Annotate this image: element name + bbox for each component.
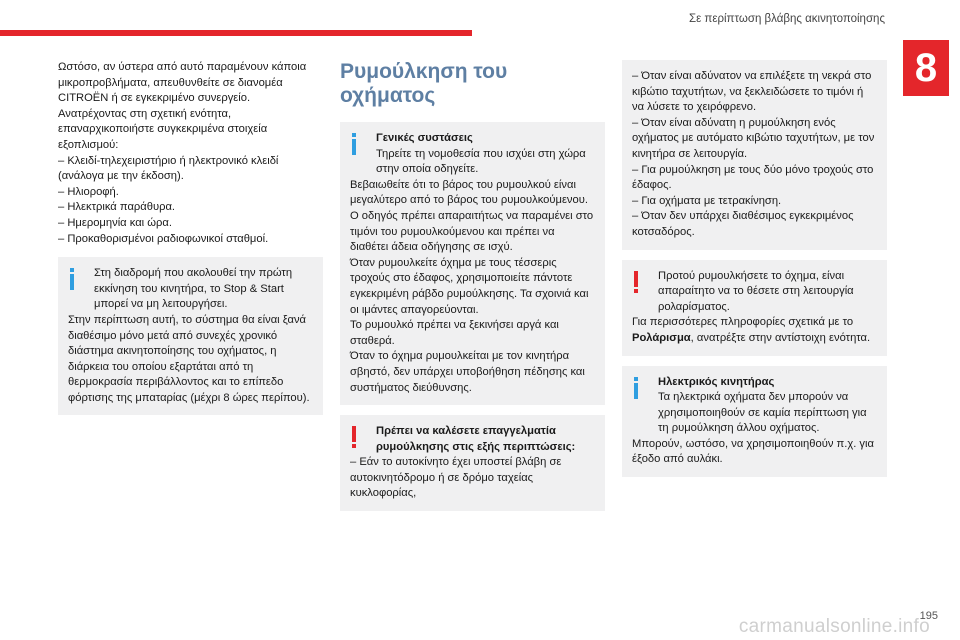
box-title: Πρέπει να καλέσετε επαγγελματία ρυμούλκησης στις εξής περιπτώσεις: bbox=[376, 425, 576, 453]
warning-box-professional bbox=[340, 415, 605, 511]
box-text: Όταν το όχημα ρυμουλκείται με τον κινητήρα σβηστό, δεν υπάρχει υποβοήθηση πέδησης και συστήματος διεύθυνσης. bbox=[350, 350, 585, 394]
paragraph: Ανατρέχοντας στη σχετική ενότητα, επαναρχικοποιήστε συγκεκριμένα στοιχεία εξοπλισμού: bbox=[58, 107, 268, 151]
warning-box-rolling bbox=[622, 260, 887, 356]
list-item: – Όταν δεν υπάρχει διαθέσιμος εγκεκριμένος κοτσαδόρος. bbox=[632, 210, 854, 238]
column-3 bbox=[622, 60, 887, 477]
list-item: – Όταν είναι αδύνατον να επιλέξετε τη νεκρά στο κιβώτιο ταχυτήτων, να ξεκλειδώσετε το τιμόνι ή να λύσετε το χειρόφρενο. bbox=[632, 70, 872, 114]
box-text: Όταν ρυμουλκείτε όχημα με τους τέσσερις τροχούς στο έδαφος, χρησιμοποιείτε πάντοτε εγκεκριμένη ράβδο ρυμούλκησης. Τα σχοινιά και οι ιμάντες απαγορεύονται. bbox=[350, 256, 589, 316]
warning-icon bbox=[349, 426, 359, 448]
list-item: – Ημερομηνία και ώρα. bbox=[58, 216, 172, 229]
info-text: Στην περίπτωση αυτή, το σύστημα θα είναι ξανά διαθέσιμο μόνο μετά από συνεχές χρονικό διάστημα ακινητοποίησης του οχήματος, η διάρκεια του οποίου εξαρτάται από τη θερμοκρασία περιβάλλοντος και το επίπεδο φόρτισης της μπαταρίας (μέχρι 8 ώρες περίπου). bbox=[68, 313, 310, 404]
box-text: Το ρυμουλκό πρέπει να ξεκινήσει αργά και σταθερά. bbox=[350, 319, 559, 347]
box-text: Ο οδηγός πρέπει απαραιτήτως να παραμένει στο τιμόνι του ρυμουλκούμενου και πρέπει να διαθέτει άδεια οδήγησης σε ισχύ. bbox=[350, 209, 594, 254]
column-1 bbox=[58, 60, 323, 415]
info-icon bbox=[67, 268, 77, 290]
info-text: Στη διαδρομή που ακολουθεί την πρώτη εκκίνηση του κινητήρα, το Stop & Start μπορεί να μη λειτουργήσει. bbox=[94, 267, 293, 311]
info-box-electric bbox=[622, 366, 887, 478]
section-title: Ρυμούλκηση του οχήματος bbox=[340, 60, 508, 107]
info-icon bbox=[631, 377, 641, 399]
box-title: Ηλεκτρικός κινητήρας bbox=[658, 375, 775, 388]
list-item: – Για οχήματα με τετρακίνηση. bbox=[632, 194, 782, 207]
warning-icon bbox=[631, 271, 641, 293]
list-item: – Ηλεκτρικά παράθυρα. bbox=[58, 201, 176, 214]
box-text: Τηρείτε τη νομοθεσία που ισχύει στη χώρα στην οποία οδηγείτε. bbox=[376, 147, 586, 176]
paragraph: Ωστόσο, αν ύστερα από αυτό παραμένουν κάποια μικροπροβλήματα, απευθυνθείτε σε διανομέα CITROËN ή σε εγκεκριμένο συνεργείο. bbox=[58, 61, 307, 105]
list-item: – Ηλιοροφή. bbox=[58, 185, 119, 198]
page-number: 195 bbox=[919, 610, 938, 622]
box-text: Για περισσότερες πληροφορίες σχετικά με το Ρολάρισμα, ανατρέξτε στην αντίστοιχη ενότητα. bbox=[632, 316, 871, 344]
info-box-stop-start bbox=[58, 257, 323, 415]
list-item: – Για ρυμούλκηση με τους δύο μόνο τροχούς στο έδαφος. bbox=[632, 163, 874, 192]
box-text: – Εάν το αυτοκίνητο έχει υποστεί βλάβη σε αυτοκινητόδρομο ή σε δρόμο ταχείας κυκλοφορίας, bbox=[350, 456, 562, 500]
info-box-general bbox=[340, 122, 605, 405]
list-item: – Κλειδί-τηλεχειριστήριο ή ηλεκτρονικό κλειδί (ανάλογα με την έκδοση). bbox=[58, 154, 279, 183]
chapter-tab: 8 bbox=[903, 40, 949, 96]
header-red-bar bbox=[0, 30, 472, 36]
box-text: Βεβαιωθείτε ότι το βάρος του ρυμουλκού είναι μεγαλύτερο από το βάρος του ρυμουλκούμενου. bbox=[350, 178, 588, 207]
list-item: – Όταν είναι αδύνατη η ρυμούλκηση ενός οχήματος με αυτόματο κιβώτιο ταχυτήτων, με τον κινητήρα σε λειτουργία. bbox=[632, 116, 875, 160]
running-header: Σε περίπτωση βλάβης ακινητοποίησης bbox=[688, 13, 885, 25]
box-text: Προτού ρυμουλκήσετε το όχημα, είναι απαραίτητο να το θέσετε στη λειτουργία ρολαρίσματος. bbox=[658, 269, 854, 313]
list-item: – Προκαθορισμένοι ραδιοφωνικοί σταθμοί. bbox=[58, 232, 269, 245]
box-title: Γενικές συστάσεις bbox=[376, 132, 473, 144]
box-text: Μπορούν, ωστόσο, να χρησιμοποιηθούν π.χ. για έξοδο από αυλάκι. bbox=[632, 437, 874, 466]
column-2 bbox=[340, 60, 605, 511]
list-box-cases bbox=[622, 60, 887, 250]
info-icon bbox=[349, 133, 359, 155]
box-text: Τα ηλεκτρικά οχήματα δεν μπορούν να χρησιμοποιηθούν σε καμία περίπτωση για τη ρυμούλκηση άλλου οχήματος. bbox=[658, 391, 867, 435]
rolling-term: Ρολάρισμα bbox=[632, 331, 691, 344]
watermark: carmanualsonline.info bbox=[738, 616, 930, 637]
